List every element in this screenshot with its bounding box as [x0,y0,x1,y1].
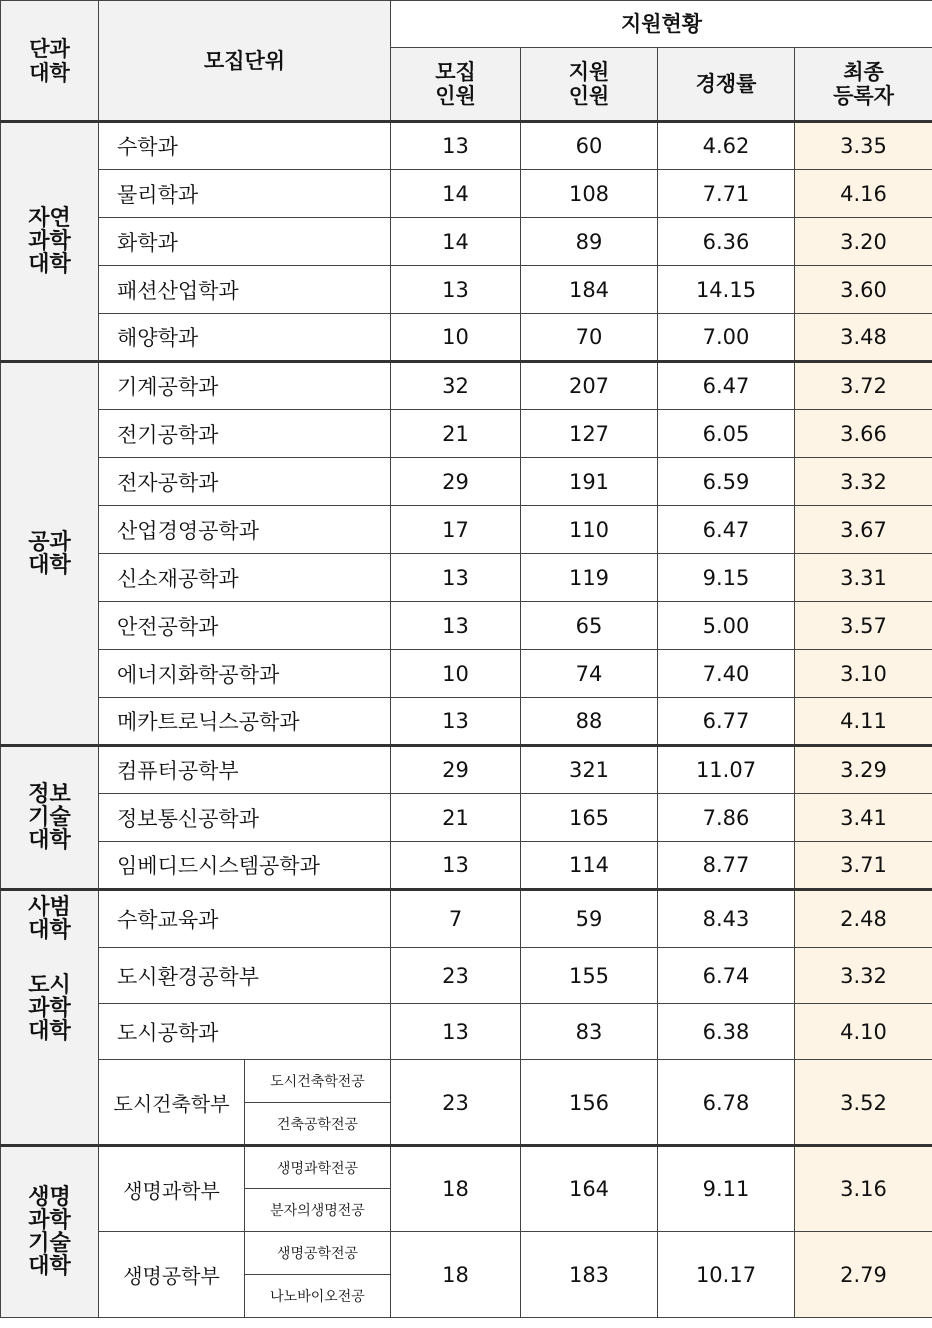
quota-value: 14 [391,170,521,218]
dept-name: 산업경영공학과 [99,506,391,554]
table-row [1,1004,932,1060]
applicants-value: 60 [521,122,658,170]
ratio-value: 6.77 [658,698,795,746]
table-row [1,1146,932,1189]
dept-name: 메카트로닉스공학과 [99,698,391,746]
header-college: 단과 대학 [1,1,99,122]
college-natural: 자연 과학 대학 [1,122,99,362]
ratio-value: 6.47 [658,506,795,554]
ratio-value: 4.62 [658,122,795,170]
final-value: 3.57 [795,602,932,650]
table-row [1,948,932,1004]
dept-name: 전기공학과 [99,410,391,458]
final-value: 3.67 [795,506,932,554]
college-engineering: 공과 대학 [1,362,99,746]
final-value: 3.72 [795,362,932,410]
major-name: 생명과학전공 [245,1146,391,1189]
ratio-value: 11.07 [658,746,795,794]
dept-name: 도시공학과 [99,1004,391,1060]
table-row [1,458,932,506]
table-row [1,746,932,794]
table-row [1,794,932,842]
dept-name: 임베디드시스템공학과 [99,842,391,890]
table-row [1,506,932,554]
ratio-value: 8.43 [658,890,795,948]
ratio-value: 6.74 [658,948,795,1004]
applicants-value: 127 [521,410,658,458]
quota-value: 14 [391,218,521,266]
quota-value: 10 [391,314,521,362]
dept-name: 도시건축학부 [99,1060,245,1146]
table-row [1,410,932,458]
applicants-value: 108 [521,170,658,218]
table-row [1,266,932,314]
table-row [1,1232,932,1275]
quota-value: 13 [391,698,521,746]
final-value: 3.29 [795,746,932,794]
dept-name: 컴퓨터공학부 [99,746,391,794]
applicants-value: 321 [521,746,658,794]
quota-value: 13 [391,122,521,170]
final-value: 3.66 [795,410,932,458]
dept-name: 생명공학부 [99,1232,245,1318]
final-value: 3.31 [795,554,932,602]
table-row [1,1060,932,1103]
applicants-value: 114 [521,842,658,890]
quota-value: 18 [391,1146,521,1232]
final-value: 3.35 [795,122,932,170]
final-value: 4.11 [795,698,932,746]
quota-value: 7 [391,890,521,948]
major-name: 건축공학전공 [245,1103,391,1146]
header-unit: 모집단위 [99,1,391,122]
header-applicants: 지원 인원 [521,48,658,122]
ratio-value: 6.47 [658,362,795,410]
table-row [1,554,932,602]
applicants-value: 184 [521,266,658,314]
applicants-value: 110 [521,506,658,554]
final-value: 3.32 [795,458,932,506]
ratio-value: 6.59 [658,458,795,506]
ratio-value: 6.78 [658,1060,795,1146]
final-value: 3.48 [795,314,932,362]
dept-name: 기계공학과 [99,362,391,410]
quota-value: 21 [391,794,521,842]
quota-value: 18 [391,1232,521,1318]
table-row [1,650,932,698]
dept-name: 에너지화학공학과 [99,650,391,698]
final-value: 4.10 [795,1004,932,1060]
dept-name: 해양학과 [99,314,391,362]
table-row [1,122,932,170]
applicants-value: 59 [521,890,658,948]
final-value: 3.32 [795,948,932,1004]
table-row [1,890,932,948]
applicants-value: 74 [521,650,658,698]
applicants-value: 191 [521,458,658,506]
ratio-value: 6.05 [658,410,795,458]
ratio-value: 7.00 [658,314,795,362]
quota-value: 13 [391,266,521,314]
final-value: 3.41 [795,794,932,842]
ratio-value: 7.71 [658,170,795,218]
table-row [1,314,932,362]
dept-name: 수학과 [99,122,391,170]
applicants-value: 156 [521,1060,658,1146]
header-quota: 모집 인원 [391,48,521,122]
quota-value: 32 [391,362,521,410]
applicants-value: 119 [521,554,658,602]
ratio-value: 9.15 [658,554,795,602]
major-name: 도시건축학전공 [245,1060,391,1103]
applicants-value: 89 [521,218,658,266]
quota-value: 29 [391,458,521,506]
final-value: 3.10 [795,650,932,698]
quota-value: 29 [391,746,521,794]
dept-name: 생명과학부 [99,1146,245,1232]
quota-value: 23 [391,1060,521,1146]
applicants-value: 88 [521,698,658,746]
quota-value: 17 [391,506,521,554]
final-value: 3.60 [795,266,932,314]
applicants-value: 83 [521,1004,658,1060]
applicants-value: 70 [521,314,658,362]
final-value: 3.16 [795,1146,932,1232]
table-row [1,698,932,746]
final-value: 3.71 [795,842,932,890]
dept-name: 화학과 [99,218,391,266]
major-name: 생명공학전공 [245,1232,391,1275]
header-ratio: 경쟁률 [658,48,795,122]
table-row [1,602,932,650]
dept-name: 물리학과 [99,170,391,218]
header-row-1 [1,1,932,48]
applicants-value: 164 [521,1146,658,1232]
quota-value: 23 [391,948,521,1004]
header-final: 최종 등록자 [795,48,932,122]
applicants-value: 155 [521,948,658,1004]
quota-value: 13 [391,602,521,650]
dept-name: 도시환경공학부 [99,948,391,1004]
dept-name: 전자공학과 [99,458,391,506]
major-name: 나노바이오전공 [245,1275,391,1318]
final-value: 4.16 [795,170,932,218]
ratio-value: 6.38 [658,1004,795,1060]
table-row [1,362,932,410]
final-value: 3.52 [795,1060,932,1146]
ratio-value: 7.86 [658,794,795,842]
dept-name: 정보통신공학과 [99,794,391,842]
applicants-value: 207 [521,362,658,410]
quota-value: 21 [391,410,521,458]
ratio-value: 6.36 [658,218,795,266]
table-row [1,218,932,266]
applicants-value: 65 [521,602,658,650]
college-life-science: 생명 과학 기술 대학 [1,1146,99,1318]
final-value: 2.48 [795,890,932,948]
quota-value: 13 [391,554,521,602]
ratio-value: 9.11 [658,1146,795,1232]
college-education: 사범 대학 [1,890,99,948]
dept-name: 수학교육과 [99,890,391,948]
ratio-value: 10.17 [658,1232,795,1318]
ratio-value: 8.77 [658,842,795,890]
college-info-tech: 정보 기술 대학 [1,746,99,890]
quota-value: 13 [391,1004,521,1060]
quota-value: 10 [391,650,521,698]
dept-name: 안전공학과 [99,602,391,650]
ratio-value: 7.40 [658,650,795,698]
ratio-value: 14.15 [658,266,795,314]
applicants-value: 183 [521,1232,658,1318]
applicants-value: 165 [521,794,658,842]
ratio-value: 5.00 [658,602,795,650]
final-value: 3.20 [795,218,932,266]
table-row [1,170,932,218]
table-row [1,842,932,890]
quota-value: 13 [391,842,521,890]
dept-name: 신소재공학과 [99,554,391,602]
major-name: 분자의생명전공 [245,1189,391,1232]
dept-name: 패션산업학과 [99,266,391,314]
header-status: 지원현황 [391,1,932,48]
final-value: 2.79 [795,1232,932,1318]
college-urban: 도시 과학 대학 [1,948,99,1146]
